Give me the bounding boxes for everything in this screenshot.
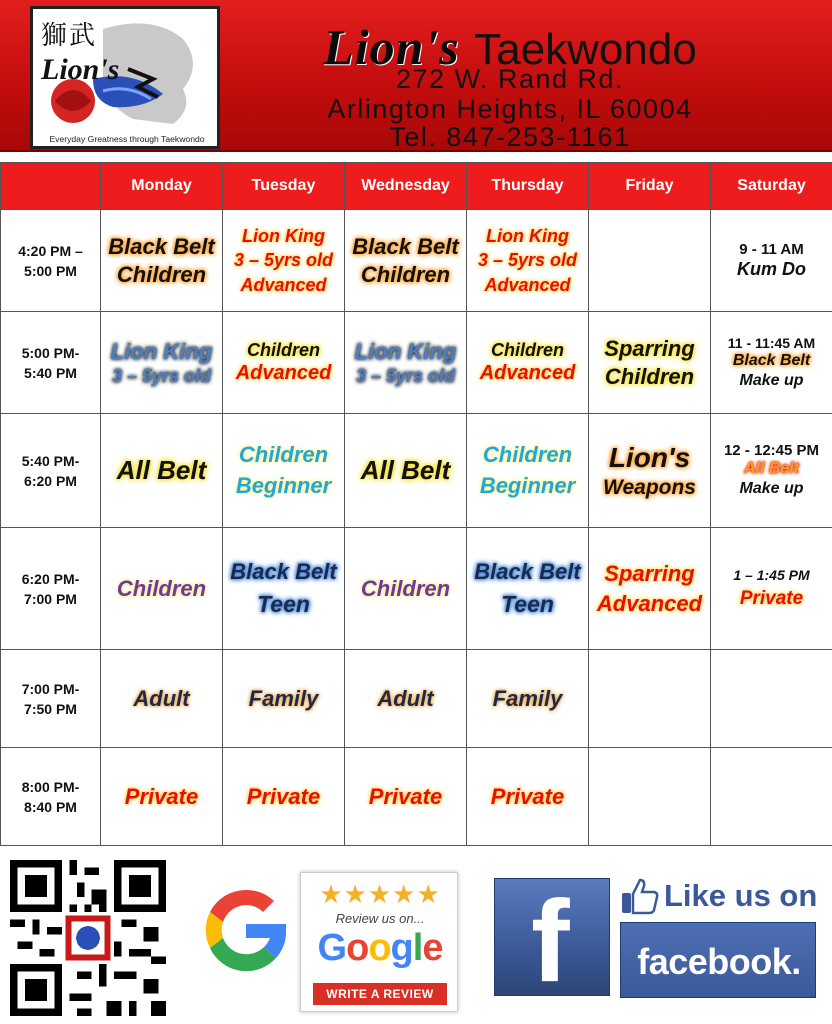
class-group: Children [116,261,207,287]
saturday-time: 11 - 11:45 AM [727,334,816,351]
class-level: Advanced [596,590,703,616]
class-cell [345,748,467,846]
write-review-button[interactable]: WRITE A REVIEW [313,983,447,1005]
class-group: Children [360,261,451,287]
logo-lions-script: Lion's [41,53,120,86]
class-name: Adult [377,685,434,711]
class-cell [223,312,345,414]
class-cell [467,650,589,748]
class-cell [101,650,223,748]
class-name: Lion King [486,226,569,247]
time-slot: 5:00 PM- 5:40 PM [1,312,101,414]
class-cell [101,748,223,846]
class-name: Children [490,339,564,360]
empty-cell [589,210,711,312]
class-cell [101,528,223,650]
schedule-row [1,528,832,650]
school-logo [30,6,220,149]
class-cell [223,210,345,312]
class-name: Black Belt [230,559,337,584]
schedule-row [1,210,832,312]
day-header-friday: Friday [589,163,711,210]
class-cell [711,210,832,312]
class-cell [711,414,832,528]
saturday-time: 9 - 11 AM [739,240,804,258]
class-name: Private [368,783,443,809]
class-cell [345,210,467,312]
time-slot: 4:20 PM – 5:00 PM [1,210,101,312]
class-schedule-table [0,162,832,846]
day-header-wednesday: Wednesday [345,163,467,210]
class-level: Beginner [235,472,332,498]
class-cell [467,528,589,650]
class-name: Sparring [604,336,695,361]
class-name: Black Belt [732,351,811,369]
class-cell [589,528,711,650]
school-name [232,18,788,75]
google-review-card[interactable] [300,872,458,1012]
thumbs-up-icon [620,876,660,916]
class-name: Lion King [110,338,213,364]
google-g-icon[interactable] [196,880,296,980]
class-name: All Belt [360,455,451,486]
class-cell [589,414,711,528]
facebook-f-icon[interactable]: f [494,878,610,996]
class-cell [345,528,467,650]
class-name: Children [482,441,573,467]
class-age: 3 – 5yrs old [355,366,456,386]
class-name: Lion's [608,441,691,473]
facebook-wordmark-banner[interactable] [620,922,816,998]
empty-cell [589,748,711,846]
class-level: Advanced [484,274,571,295]
day-header-saturday: Saturday [711,163,832,210]
saturday-time: 12 - 12:45 PM [723,442,820,459]
class-name: Private [739,587,804,609]
class-name: Children [360,575,451,601]
class-cell [223,528,345,650]
time-slot: 7:00 PM- 7:50 PM [1,650,101,748]
class-name: All Belt [116,455,207,486]
class-level: Advanced [235,362,332,385]
qr-code[interactable] [10,860,166,1016]
class-group: Teen [501,590,554,617]
class-age: 3 – 5yrs old [111,366,212,386]
class-cell [223,650,345,748]
class-name: Children [246,339,320,360]
google-wordmark: Google [317,927,443,969]
corner-cell [1,163,101,210]
day-header-monday: Monday [101,163,223,210]
class-cell [101,414,223,528]
class-name: Black Belt [352,234,459,259]
review-us-label: Review us on... [335,911,425,926]
school-name-main: Taekwondo [474,25,697,74]
class-cell [467,312,589,414]
class-cell [345,650,467,748]
day-header-row [1,163,832,210]
class-name: All Belt [743,460,800,477]
class-name: Kum Do [737,258,806,279]
class-level: Advanced [479,362,576,385]
class-level: Advanced [240,274,327,295]
address-street: 272 W. Rand Rd. [395,64,625,94]
class-cell [467,414,589,528]
time-slot: 8:00 PM- 8:40 PM [1,748,101,846]
day-header-thursday: Thursday [467,163,589,210]
class-name: Children [116,575,207,601]
class-cell [345,312,467,414]
class-name: Sparring [604,560,695,586]
class-name: Private [246,783,321,809]
class-cell [711,312,832,414]
class-name: Adult [133,685,190,711]
schedule-row [1,748,832,846]
class-level: Beginner [479,472,576,498]
class-cell [223,748,345,846]
class-name: Children [238,441,329,467]
class-cell [223,414,345,528]
school-name-script: Lion's [323,19,460,75]
class-name: Family [248,685,319,711]
class-age: 3 – 5yrs old [477,250,578,271]
saturday-time: 1 – 1:45 PM [733,566,810,583]
class-age: 3 – 5yrs old [233,250,334,271]
class-name: Lion King [242,226,325,247]
address-city: Arlington Heights, IL 60004 [327,94,693,124]
like-us-label: Like us on [664,878,818,913]
time-slot: 5:40 PM- 6:20 PM [1,414,101,528]
class-note: Make up [739,480,804,497]
schedule-row [1,650,832,748]
empty-cell [589,650,711,748]
class-name: Private [124,783,199,809]
class-cell [101,210,223,312]
class-cell [589,312,711,414]
class-cell [101,312,223,414]
day-header-tuesday: Tuesday [223,163,345,210]
class-name: Private [490,783,565,809]
class-cell [467,210,589,312]
class-name: Lion King [354,338,457,364]
class-note: Make up [739,371,804,389]
schedule-row [1,414,832,528]
class-group: Children [604,363,695,389]
empty-cell [711,748,832,846]
school-title-block [232,8,788,152]
logo-chinese-characters: 獅武 [41,21,98,51]
class-name: Black Belt [474,559,581,584]
class-cell [711,528,832,650]
schedule-row [1,312,832,414]
class-group: Weapons [603,475,696,499]
five-star-rating-icon: ★★★★★ [319,879,441,909]
class-cell [467,748,589,846]
class-name: Black Belt [108,234,215,259]
class-group: Teen [257,590,310,617]
class-name: Family [492,685,563,711]
header-banner [0,0,832,152]
facebook-wordmark: facebook. [637,941,801,982]
empty-cell [711,650,832,748]
phone-number: Tel. 847-253-1161 [389,122,631,152]
logo-tagline: Everyday Greatness through Taekwondo [49,134,205,144]
class-cell [345,414,467,528]
time-slot: 6:20 PM- 7:00 PM [1,528,101,650]
